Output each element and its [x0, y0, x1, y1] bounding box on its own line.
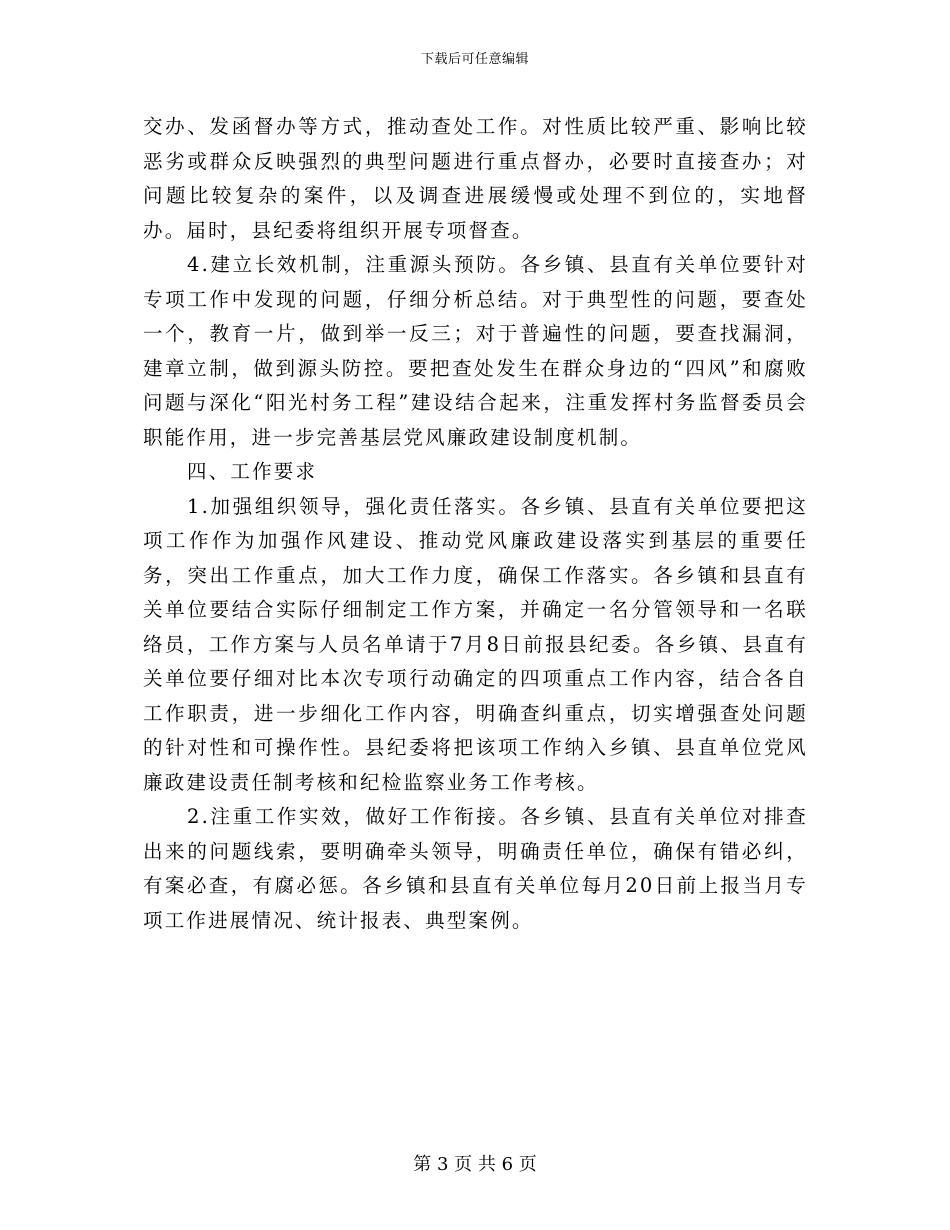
paragraph-item-4: 4.建立长效机制，注重源头预防。各乡镇、县直有关单位要针对专项工作中发现的问题，仔细分析总结。对于典型性的问题，要查处一个，教育一片，做到举一反三；对于普遍性的问题，要查找漏洞，建章立制，做到源头防控。要把查处发生在群众身边的“四风”和腐败问题与深化“阳光村务工程”建设结合起来，注重发挥村务监督委员会职能作用，进一步完善基层党风廉政建设制度机制。: [143, 253, 808, 449]
page-number: 第 3 页 共 6 页: [413, 1154, 537, 1175]
section-heading-requirements: 四、工作要求: [187, 460, 318, 483]
paragraph-requirement-2: 2.注重工作实效，做好工作衔接。各乡镇、县直有关单位对排查出来的问题线索，要明确牵头领导，明确责任单位，确保有错必纠，有案必查，有腐必惩。各乡镇和县直有关单位每月20日前上报当月专项工作进展情况、统计报表、典型案例。: [143, 805, 808, 932]
document-body: [143, 110, 808, 938]
paragraph-requirement-1: 1.加强组织领导，强化责任落实。各乡镇、县直有关单位要把这项工作作为加强作风建设、推动党风廉政建设落实到基层的重要任务，突出工作重点，加大工作力度，确保工作落实。各乡镇和县直有关单位要结合实际仔细制定工作方案，并确定一名分管领导和一名联络员，工作方案与人员名单请于7月8日前报县纪委。各乡镇、县直有关单位要仔细对比本次专项行动确定的四项重点工作内容，结合各自工作职责，进一步细化工作内容，明确查纠重点，切实增强查处问题的针对性和可操作性。县纪委将把该项工作纳入乡镇、县直单位党风廉政建设责任制考核和纪检监察业务工作考核。: [143, 494, 808, 794]
page-header-note: 下载后可任意编辑: [420, 52, 529, 67]
paragraph-continuation: 交办、发函督办等方式，推动查处工作。对性质比较严重、影响比较恶劣或群众反映强烈的典型问题进行重点督办，必要时直接查办；对问题比较复杂的案件，以及调查进展缓慢或处理不到位的，实地督办。届时，县纪委将组织开展专项督查。: [143, 115, 808, 242]
